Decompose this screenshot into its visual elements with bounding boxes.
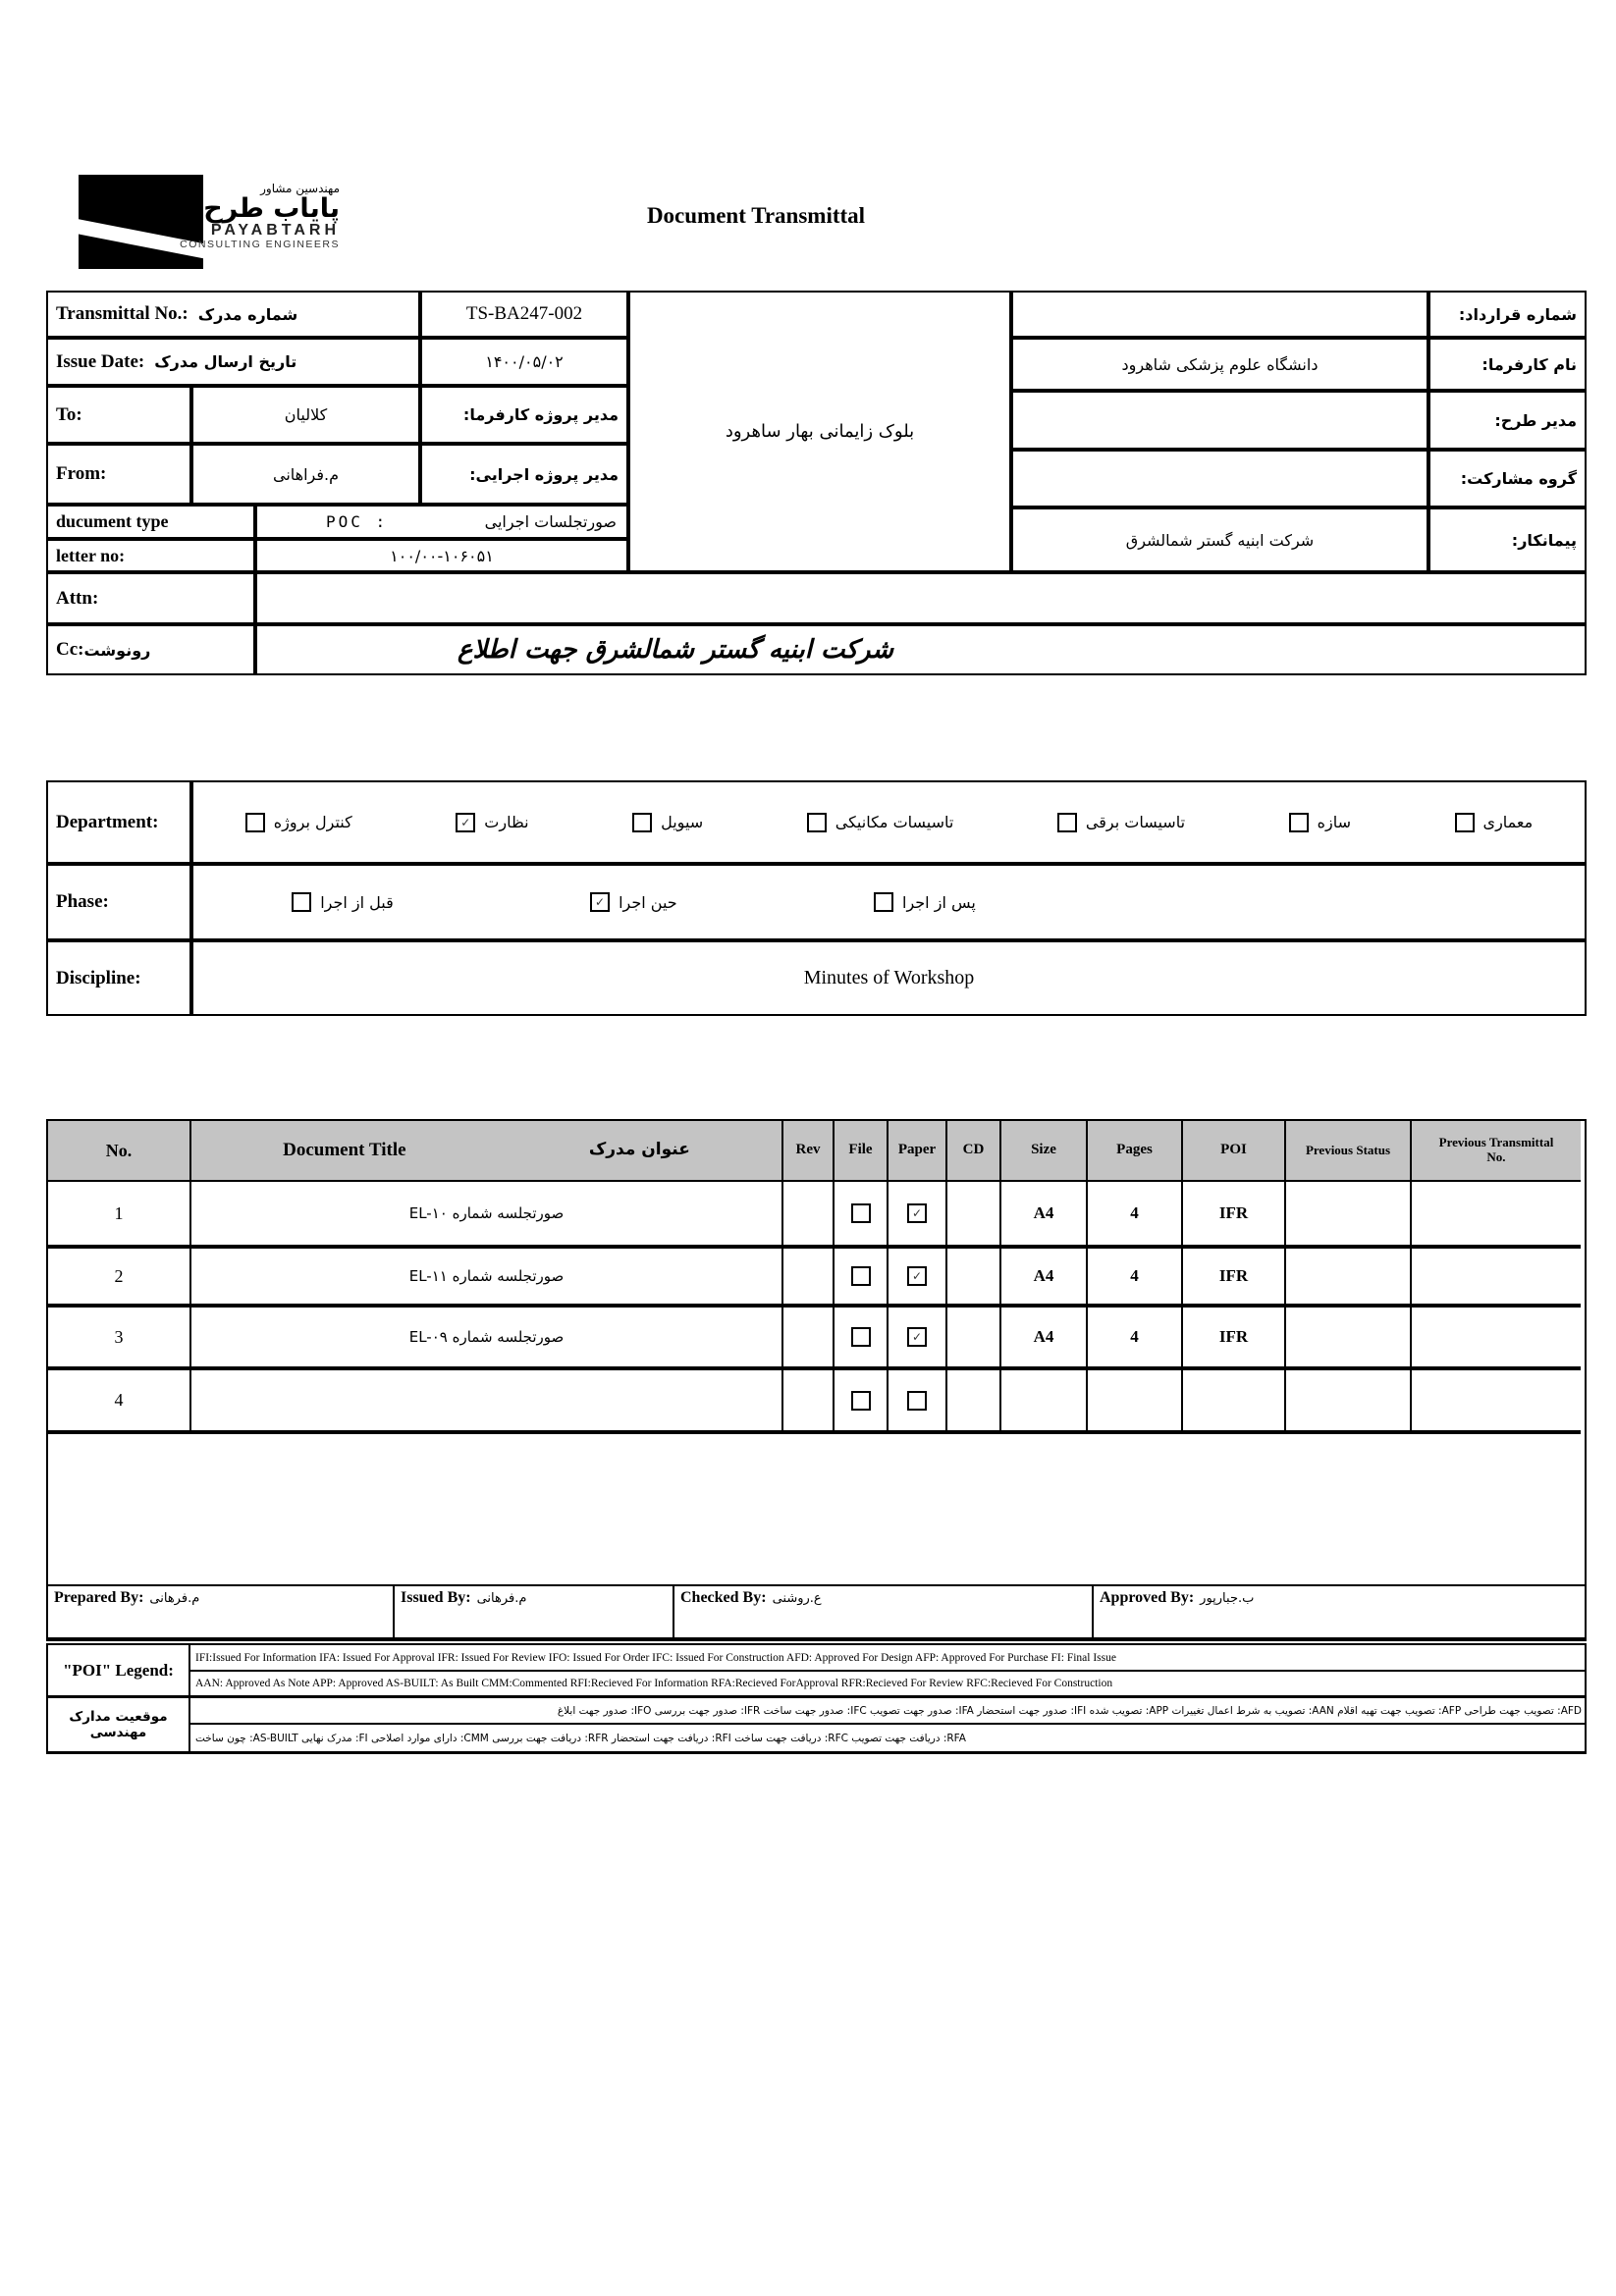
client-value: دانشگاه علوم پزشکی شاهرود bbox=[1121, 354, 1319, 374]
poi-legend-fa-line2: RFA: دریافت جهت تصویب RFC: دریافت جهت ساخت RFI: دریافت جهت استحضار RFR: دریافت جهت بررسی CMM: دارای موارد اصلاحی FI: مدرک نهایی AS-BUILT: چون ساخت bbox=[195, 1732, 966, 1744]
letter-no-label-cell bbox=[46, 539, 255, 572]
row-prev-transmittal bbox=[1412, 1249, 1581, 1308]
doctype-value: POC : bbox=[326, 512, 389, 531]
from-role-cell bbox=[420, 444, 628, 505]
checkbox bbox=[851, 1327, 871, 1347]
info-table bbox=[46, 291, 1587, 675]
client-label-cell bbox=[1428, 338, 1587, 391]
checkbox bbox=[851, 1203, 871, 1223]
issued-by-cell bbox=[395, 1586, 674, 1637]
from-role: مدیر پروژه اجرایی: bbox=[469, 464, 619, 484]
contract-no-label-cell bbox=[1428, 291, 1587, 338]
row-rev bbox=[783, 1249, 835, 1308]
checkbox-checked: ✓ bbox=[907, 1327, 927, 1347]
phase-label-cell bbox=[46, 864, 191, 940]
col-header-prev-status: Previous Status bbox=[1286, 1121, 1412, 1182]
row-prev-status bbox=[1286, 1182, 1412, 1249]
issue-date-value-cell bbox=[420, 338, 628, 386]
phase-option-label: حین اجرا bbox=[619, 892, 677, 912]
checkbox-checked: ✓ bbox=[907, 1203, 927, 1223]
row-paper bbox=[889, 1182, 947, 1249]
department-option-label: کنترل بروژه bbox=[273, 813, 352, 831]
to-role: مدیر پروژه کارفرما: bbox=[462, 405, 619, 424]
row-rev bbox=[783, 1182, 835, 1249]
issue-date-label-fa: تاریخ ارسال مدرک bbox=[154, 352, 297, 371]
row-file bbox=[835, 1182, 889, 1249]
poi-legend-table bbox=[46, 1643, 1587, 1754]
department-option-label: معماری bbox=[1482, 813, 1534, 831]
checkbox bbox=[907, 1391, 927, 1411]
cc-value-cell bbox=[255, 624, 1587, 675]
col-header-file: File bbox=[835, 1121, 889, 1182]
cc-label-cell bbox=[46, 624, 255, 675]
transmittal-no-label-cell bbox=[46, 291, 420, 338]
row-cd bbox=[947, 1370, 1001, 1434]
contractor-value: شرکت ابنیه گستر شمالشرق bbox=[1125, 530, 1315, 550]
issued-by-label: Issued By: bbox=[401, 1589, 471, 1606]
checkbox bbox=[851, 1266, 871, 1286]
attn-label-cell bbox=[46, 572, 255, 624]
checked-by-label: Checked By: bbox=[680, 1589, 767, 1606]
phase-option-label: قبل از اجرا bbox=[320, 892, 394, 912]
logo-en-tagline: CONSULTING ENGINEERS bbox=[180, 238, 340, 250]
col-header-title bbox=[191, 1121, 783, 1182]
col-header-size: Size bbox=[1001, 1121, 1088, 1182]
checkbox bbox=[1289, 813, 1309, 832]
contract-no-label: شماره قرارداد: bbox=[1458, 304, 1577, 324]
department-option-label: تاسیسات برقی bbox=[1085, 813, 1186, 831]
phase-label: Phase: bbox=[56, 891, 109, 912]
discipline-label-cell bbox=[46, 940, 191, 1016]
row-no: 4 bbox=[48, 1370, 191, 1434]
department-option bbox=[1057, 813, 1185, 832]
row-paper bbox=[889, 1370, 947, 1434]
row-pages: 4 bbox=[1088, 1182, 1183, 1249]
row-size: A4 bbox=[1001, 1308, 1088, 1370]
contractor-label: پیمانکار: bbox=[1511, 530, 1577, 550]
approved-by-cell bbox=[1094, 1586, 1585, 1637]
row-cd bbox=[947, 1182, 1001, 1249]
doctype-fa: صورتجلسات اجرایی bbox=[484, 512, 617, 531]
row-poi bbox=[1183, 1370, 1286, 1434]
transmittal-no-value: TS-BA247-002 bbox=[465, 303, 583, 324]
row-prev-transmittal bbox=[1412, 1308, 1581, 1370]
to-role-cell bbox=[420, 386, 628, 444]
cc-value-handwritten: شرکت ابنیه گستر شمالشرق جهت اطلاع bbox=[457, 635, 894, 665]
department-option-label: سیویل bbox=[661, 813, 704, 831]
checkbox bbox=[807, 813, 827, 832]
row-rev bbox=[783, 1370, 835, 1434]
transmittal-no-value-cell bbox=[420, 291, 628, 338]
checkbox bbox=[874, 892, 893, 912]
doctype-label: ducument type bbox=[56, 511, 169, 531]
from-label-cell bbox=[46, 444, 191, 505]
department-options-cell bbox=[191, 780, 1587, 864]
col-header-prev-transmittal: Previous Transmittal No. bbox=[1412, 1121, 1581, 1182]
col-header-cd: CD bbox=[947, 1121, 1001, 1182]
row-cd bbox=[947, 1308, 1001, 1370]
design-manager-label-cell bbox=[1428, 391, 1587, 450]
checkbox bbox=[1057, 813, 1077, 832]
checked-by-cell bbox=[674, 1586, 1094, 1637]
checkbox-checked: ✓ bbox=[907, 1266, 927, 1286]
cc-label-fa: رونوشت bbox=[83, 640, 151, 660]
row-no: 1 bbox=[48, 1182, 191, 1249]
checkbox bbox=[292, 892, 311, 912]
client-value-cell bbox=[1011, 338, 1428, 391]
department-option-label: تاسیسات مکانیکی bbox=[835, 813, 954, 831]
issued-by-name: م.فرهانی bbox=[476, 1591, 527, 1606]
prepared-by-name: م.فرهانی bbox=[149, 1591, 200, 1606]
jv-label-cell bbox=[1428, 450, 1587, 507]
letter-no-value-cell bbox=[255, 539, 628, 572]
doc-status-label-fa: موقعیت مدارک مهندسی bbox=[48, 1698, 190, 1751]
from-value-cell bbox=[191, 444, 420, 505]
col-header-pages: Pages bbox=[1088, 1121, 1183, 1182]
poi-legend-fa-line1: AFD: تصویب جهت طراحی AFP: تصویب جهت تهیه اقلام AAN: تصویب به شرط اعمال تغییرات APP: تصویب شده IFI: صدور جهت استحضار IFA: صدور جهت تصویب IFC: صدور جهت ساخت IFR: صدور جهت بررسی IFO: صدور جهت ابلاغ bbox=[190, 1698, 1587, 1725]
checkbox-checked: ✓ bbox=[590, 892, 610, 912]
department-option bbox=[456, 813, 528, 832]
attn-label: Attn: bbox=[56, 587, 99, 609]
checked-by-name: ع.روشنی bbox=[772, 1591, 822, 1606]
row-title bbox=[191, 1308, 783, 1370]
row-title bbox=[191, 1249, 783, 1308]
to-label-cell bbox=[46, 386, 191, 444]
approved-by-label: Approved By: bbox=[1100, 1589, 1195, 1606]
row-cd bbox=[947, 1249, 1001, 1308]
logo-fa-name: پایاب طرح bbox=[203, 192, 340, 224]
attn-value-cell bbox=[255, 572, 1587, 624]
department-option bbox=[632, 813, 703, 832]
department-label: Department: bbox=[56, 811, 159, 832]
department-option bbox=[1289, 813, 1351, 832]
contractor-label-cell bbox=[1428, 507, 1587, 572]
discipline-value: Minutes of Workshop bbox=[803, 967, 975, 988]
col-header-poi: POI bbox=[1183, 1121, 1286, 1182]
jv-value-cell bbox=[1011, 450, 1428, 507]
row-title bbox=[191, 1370, 783, 1434]
from-value: م.فراهانی bbox=[272, 464, 339, 484]
row-pages: 4 bbox=[1088, 1249, 1183, 1308]
issue-date-label-cell bbox=[46, 338, 420, 386]
to-value-cell bbox=[191, 386, 420, 444]
row-prev-status bbox=[1286, 1308, 1412, 1370]
row-poi: IFR bbox=[1183, 1308, 1286, 1370]
col-header-title-fa: عنوان مدرک bbox=[588, 1140, 690, 1160]
contractor-value-cell bbox=[1011, 507, 1428, 572]
transmittal-no-label-fa: شماره مدرک bbox=[197, 304, 298, 324]
col-header-title-en: Document Title bbox=[283, 1140, 406, 1161]
empty-rows-area bbox=[48, 1434, 1581, 1584]
row-no: 3 bbox=[48, 1308, 191, 1370]
row-size bbox=[1001, 1370, 1088, 1434]
from-label: From: bbox=[56, 463, 107, 484]
phase-option bbox=[874, 892, 976, 912]
poi-legend-en-line1: IFI:Issued For Information IFA: Issued For Approval IFR: Issued For Review IFO: Issued For Order IFC: Issued For Construction AFD: Approved For Design AFP: Approved For Purchase FI: Final Issue bbox=[190, 1645, 1587, 1672]
discipline-label: Discipline: bbox=[56, 967, 141, 988]
col-header-rev: Rev bbox=[783, 1121, 835, 1182]
checkbox bbox=[851, 1391, 871, 1411]
col-header-no: No. bbox=[48, 1121, 191, 1182]
row-size: A4 bbox=[1001, 1249, 1088, 1308]
letter-no-value: ۱۰۰/۰۰-۱۰۶۰۵۱ bbox=[390, 546, 494, 565]
row-file bbox=[835, 1249, 889, 1308]
poi-legend-en-line2: AAN: Approved As Note APP: Approved AS-BUILT: As Built CMM:Commented RFI:Recieved For Information RFA:Recieved ForApproval RFR:Recieved For Review RFC:Recieved For Construction bbox=[190, 1672, 1587, 1698]
row-pages bbox=[1088, 1370, 1183, 1434]
department-option-label: سازه bbox=[1317, 813, 1351, 831]
document-title-text: صورتجلسه شماره EL-۰۹ bbox=[408, 1328, 565, 1346]
row-title bbox=[191, 1182, 783, 1249]
row-file bbox=[835, 1308, 889, 1370]
checkbox bbox=[245, 813, 265, 832]
cc-label-en: Cc: bbox=[56, 639, 84, 660]
design-manager-label: مدیر طرح: bbox=[1494, 410, 1577, 430]
transmittal-no-label-en: Transmittal No.: bbox=[56, 303, 189, 324]
row-paper bbox=[889, 1249, 947, 1308]
row-file bbox=[835, 1370, 889, 1434]
row-paper bbox=[889, 1308, 947, 1370]
classification-table bbox=[46, 780, 1587, 1016]
checkbox bbox=[632, 813, 652, 832]
project-name-cell bbox=[628, 291, 1011, 572]
logo-en-name: PAYABTARH bbox=[210, 221, 340, 239]
document-title-text: صورتجلسه شماره EL-۱۰ bbox=[408, 1204, 565, 1222]
row-size: A4 bbox=[1001, 1182, 1088, 1249]
prepared-by-cell bbox=[48, 1586, 395, 1637]
col-header-paper: Paper bbox=[889, 1121, 947, 1182]
checkbox bbox=[1455, 813, 1475, 832]
signature-strip bbox=[46, 1584, 1587, 1641]
jv-label: گروه مشارکت: bbox=[1460, 469, 1577, 488]
document-list-table bbox=[46, 1119, 1587, 1586]
row-prev-status bbox=[1286, 1249, 1412, 1308]
department-option bbox=[245, 813, 352, 832]
approved-by-name: ب.جبارپور bbox=[1200, 1591, 1255, 1606]
checkbox-checked: ✓ bbox=[456, 813, 475, 832]
row-prev-status bbox=[1286, 1370, 1412, 1434]
department-label-cell bbox=[46, 780, 191, 864]
client-label: نام کارفرما: bbox=[1481, 354, 1577, 374]
project-name: بلوک زایمانی بهار ساهرود bbox=[725, 421, 915, 442]
row-prev-transmittal bbox=[1412, 1182, 1581, 1249]
logo-fa-tagline: مهندسین مشاور bbox=[260, 182, 340, 195]
prepared-by-label: Prepared By: bbox=[54, 1589, 144, 1606]
department-option bbox=[807, 813, 954, 832]
row-no: 2 bbox=[48, 1249, 191, 1308]
letter-no-label: letter no: bbox=[56, 545, 126, 565]
document-title-text: صورتجلسه شماره EL-۱۱ bbox=[408, 1267, 565, 1285]
department-option bbox=[1455, 813, 1534, 832]
to-label: To: bbox=[56, 403, 82, 425]
row-rev bbox=[783, 1308, 835, 1370]
department-option-label: نظارت bbox=[484, 813, 529, 831]
phase-option-label: پس از اجرا bbox=[902, 892, 976, 912]
phase-option bbox=[590, 892, 677, 912]
to-value: کلالیان bbox=[284, 405, 328, 424]
issue-date-value: ۱۴۰۰/۰۵/۰۲ bbox=[485, 352, 564, 371]
row-poi: IFR bbox=[1183, 1249, 1286, 1308]
doctype-label-cell bbox=[46, 505, 255, 539]
discipline-value-cell bbox=[191, 940, 1587, 1016]
issue-date-label-en: Issue Date: bbox=[56, 350, 145, 372]
contract-no-value-cell bbox=[1011, 291, 1428, 338]
doctype-value-cell bbox=[255, 505, 628, 539]
row-pages: 4 bbox=[1088, 1308, 1183, 1370]
design-manager-value-cell bbox=[1011, 391, 1428, 450]
poi-legend-label: "POI" Legend: bbox=[48, 1645, 190, 1698]
phase-option bbox=[292, 892, 394, 912]
phase-options-cell bbox=[191, 864, 1587, 940]
row-prev-transmittal bbox=[1412, 1370, 1581, 1434]
page-title: Document Transmittal bbox=[646, 203, 866, 228]
row-poi: IFR bbox=[1183, 1182, 1286, 1249]
